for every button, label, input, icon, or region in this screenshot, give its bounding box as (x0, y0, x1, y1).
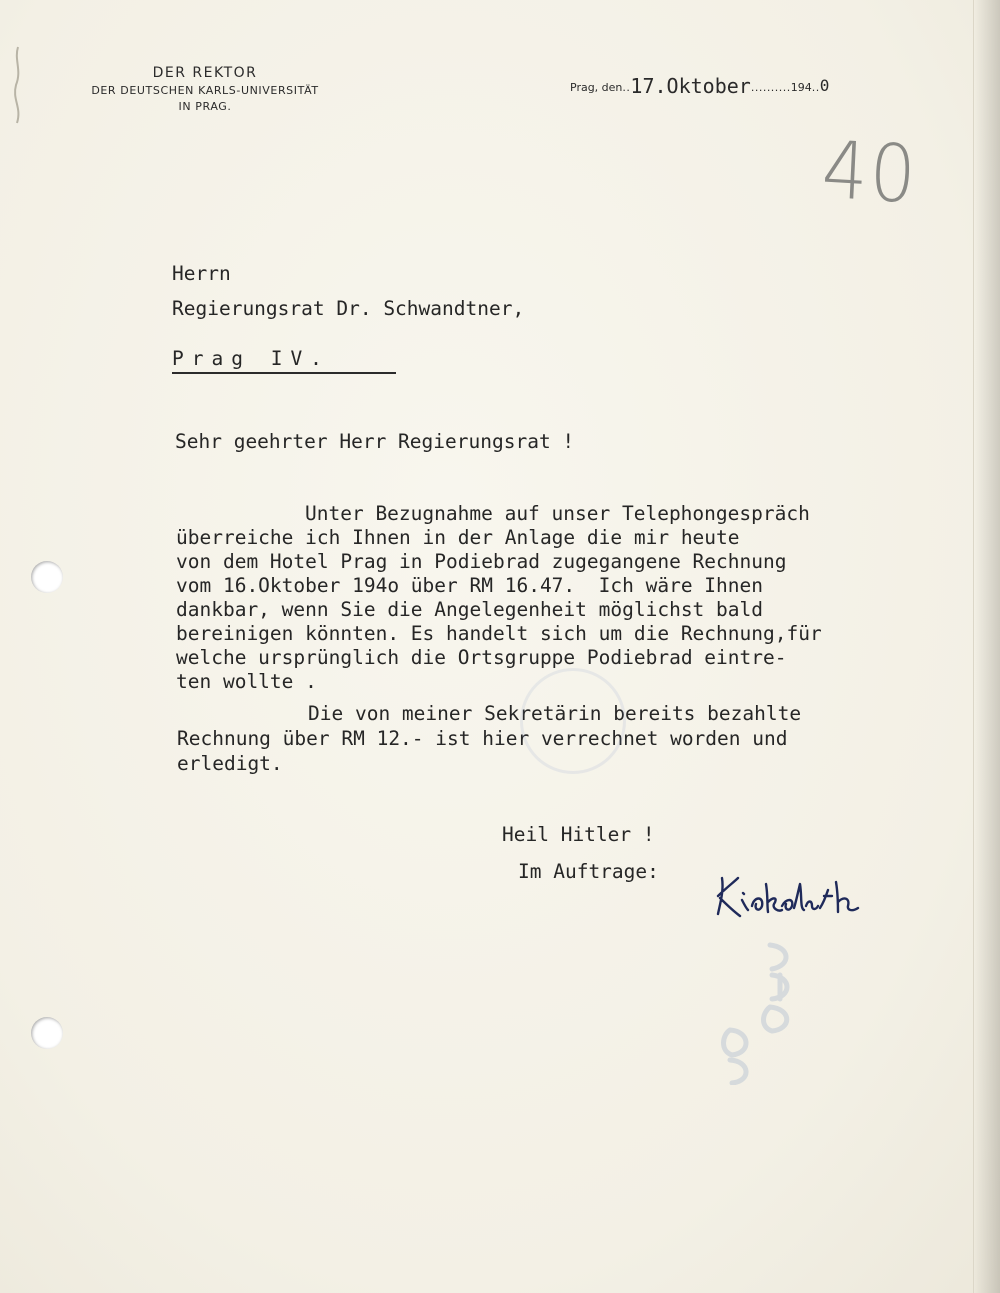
body-line: welche ursprünglich die Ortsgruppe Podiebrad eintre- (176, 646, 787, 669)
faded-stamp-number (700, 935, 810, 1085)
letterhead-city: IN PRAG. (178, 100, 232, 113)
recipient-city: Prag IV. (172, 347, 330, 370)
dateline-year-typed: 0 (819, 76, 830, 95)
recipient-name: Regierungsrat Dr. Schwandtner, (172, 297, 525, 320)
dateline-place: Prag, den (570, 81, 623, 94)
body-line: Die von meiner Sekretärin bereits bezahlte (308, 702, 802, 725)
handwritten-signature (712, 866, 872, 926)
recipient-city-underline (172, 372, 396, 374)
body-line: Rechnung über RM 12.- ist hier verrechnet worden und (177, 727, 788, 750)
punch-hole-lower (31, 1017, 63, 1049)
faded-stamp-circle (520, 668, 626, 774)
dateline-year-printed: 194 (790, 81, 812, 94)
punch-hole-upper (31, 561, 63, 593)
recipient-salutation: Herrn (172, 262, 231, 285)
body-line: bereinigen könnten. Es handelt sich um die Rechnung,für (176, 622, 822, 645)
left-edge-tear-mark (10, 45, 26, 125)
archive-pencil-number: 40 (819, 123, 920, 221)
body-line: erledigt. (177, 752, 283, 775)
letterhead-institution: DER DEUTSCHEN KARLS-UNIVERSITÄT (91, 84, 319, 97)
body-line: Unter Bezugnahme auf unser Telephongespräch (305, 502, 810, 525)
greeting: Sehr geehrter Herr Regierungsrat ! (175, 430, 575, 453)
closing-salute: Heil Hitler ! (502, 823, 655, 846)
letterhead-title: DER REKTOR (152, 65, 258, 81)
body-line: ten wollte . (176, 670, 317, 693)
body-line: von dem Hotel Prag in Podiebrad zugegangene Rechnung (176, 550, 787, 573)
letterhead (55, 64, 355, 115)
dateline: Prag, den..17.Oktober..........194..0 (570, 74, 830, 98)
closing-on-behalf: Im Auftrage: (518, 860, 659, 883)
body-line: überreiche ich Ihnen in der Anlage die mir heute (176, 526, 740, 549)
body-line: vom 16.Oktober 194o über RM 16.47. Ich wäre Ihnen (176, 574, 763, 597)
dateline-typed-date: 17.Oktober (630, 74, 751, 98)
body-line: dankbar, wenn Sie die Angelegenheit möglichst bald (176, 598, 763, 621)
